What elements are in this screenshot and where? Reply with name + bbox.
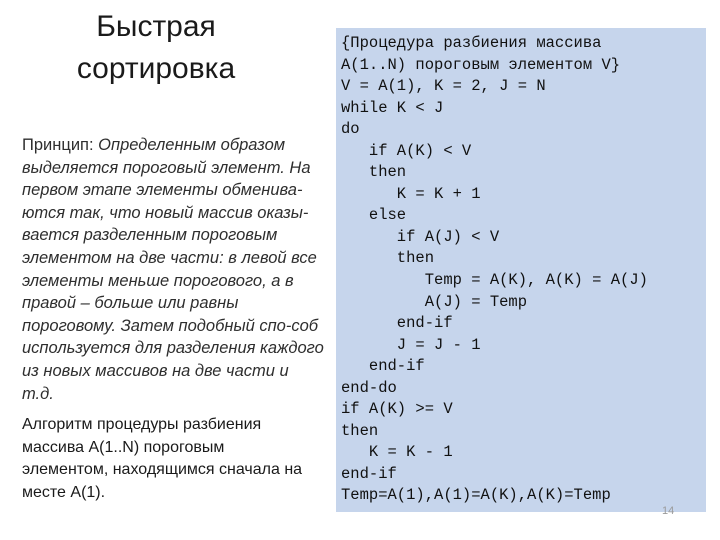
- principle-paragraph: [22, 134, 324, 405]
- page-number: 14: [662, 505, 675, 517]
- code-line: then: [341, 163, 407, 182]
- code-line: K = K - 1: [341, 443, 453, 462]
- code-line: else: [341, 206, 407, 225]
- code-line: V = A(1), K = 2, J = N: [341, 77, 546, 96]
- code-line: J = J - 1: [341, 335, 481, 354]
- code-line: then: [341, 249, 435, 268]
- slide-title-line-1: Быстрая: [96, 10, 216, 43]
- code-listing: [341, 33, 706, 507]
- principle-text: Определенным образом выделяется пороговый элемент. На первом этапе элементы обменива-ются так, что новый массив оказы-вается разделенным пороговым элементом на две части: в левой все элементы меньше порогового, а в правой – больше или равны пороговому. Затем подобный спо-соб используется для разделения каждого из новых массивов на две части и т.д.: [22, 136, 324, 403]
- slide-title-line-2: сортировка: [76, 52, 236, 85]
- code-block: [336, 28, 706, 512]
- slide-title: [30, 6, 282, 90]
- code-line: if A(K) < V: [341, 141, 472, 160]
- code-line: while K < J: [341, 98, 444, 117]
- algorithm-description: Алгоритм процедуры разбиения массива А(1..N) пороговым элементом, находящимся сначала на месте А(1).: [22, 416, 303, 501]
- code-line: {Процедура разбиения массива: [341, 34, 602, 52]
- code-line: end-if: [341, 314, 453, 333]
- code-line: end-if: [341, 357, 425, 376]
- code-line: do: [341, 120, 360, 139]
- code-line: end-if: [341, 464, 397, 483]
- code-line: A(1..N) пороговым элементом V}: [341, 55, 621, 74]
- code-line: if A(K) >= V: [341, 400, 453, 419]
- principle-label: Принцип:: [22, 136, 94, 154]
- code-line: end-do: [341, 378, 397, 397]
- code-line: Temp=A(1),A(1)=A(K),A(K)=Temp: [341, 486, 611, 505]
- code-line: K = K + 1: [341, 184, 481, 203]
- code-line: Temp = A(K), A(K) = A(J): [341, 271, 648, 290]
- code-line: A(J) = Temp: [341, 292, 528, 311]
- code-line: if A(J) < V: [341, 227, 500, 246]
- code-line: then: [341, 421, 379, 440]
